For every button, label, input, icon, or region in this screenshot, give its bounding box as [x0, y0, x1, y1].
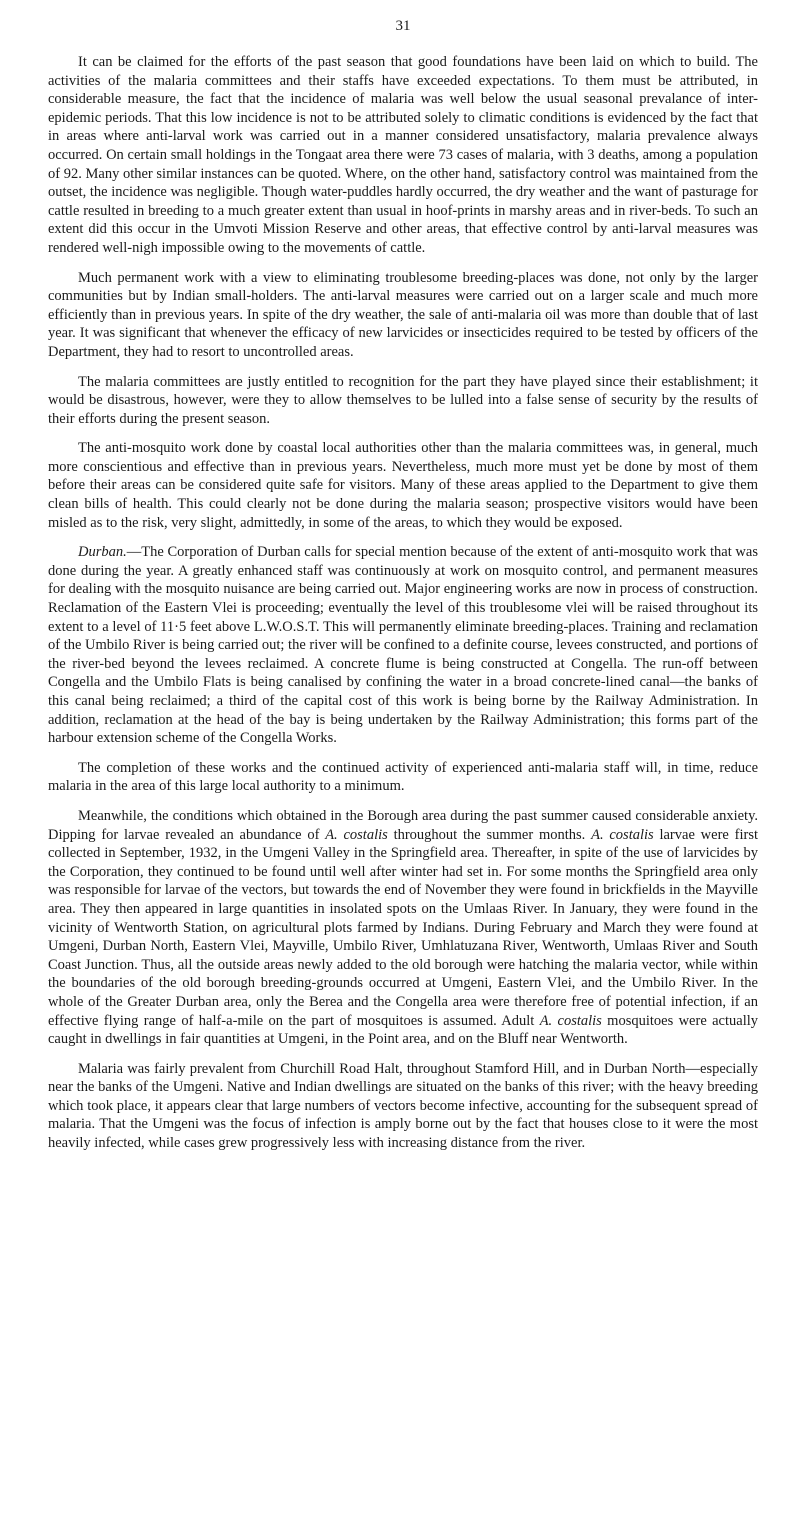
italic-text: A. costalis	[325, 826, 388, 843]
text-run: The completion of these works and the continued activity of experienced anti-malaria staff will, in time, reduce malaria in the area of this large local authority to a minimum.	[48, 759, 758, 795]
paragraph	[48, 269, 758, 362]
italic-text: Durban.	[78, 544, 127, 561]
text-run: mosquitoes were actually caught in dwellings in fair quantities at Umgeni, in the Point area, and on the Bluff near Wentworth.	[48, 1012, 759, 1048]
body-text	[48, 53, 758, 1153]
italic-text: A. costalis	[539, 1012, 602, 1029]
paragraph	[48, 759, 758, 796]
paragraph	[48, 1060, 758, 1153]
text-run: Malaria was fairly prevalent from Churchill Road Halt, throughout Stamford Hill, and in Durban North—especially near the banks of the Umgeni. Native and Indian dwellings are situated on the banks of this river; with the heavy breeding which took place, it appears clear that large numbers of vectors become infective, accounting for the subsequent spread of malaria. That the Umgeni was the focus of infection is amply borne out by the fact that houses close to it were the most heavily infected, while cases grew progressively less with increasing distance from the river.	[48, 1060, 758, 1152]
paragraph	[48, 807, 758, 1049]
paragraph	[48, 53, 758, 258]
text-run: It can be claimed for the efforts of the past season that good foundations have been laid on which to build. The activities of the malaria committees and their staffs have exceeded expectations. To them must be attributed, in considerable measure, the fact that the incidence of malaria was well below the usual seasonal prevalance of inter-epidemic periods. That this low incidence is not to be attributed solely to climatic conditions is evidenced by the fact that in areas where anti-larval work was carried out in a manner considered unsatisfactory, malaria prevalence always occurred. On certain small holdings in the Tongaat area there were 73 cases of malaria, with 3 deaths, among a population of 92. Many other similar instances can be quoted. Where, on the other hand, satisfactory control was maintained from the outset, the incidence was negligible. Though water-puddles hardly occurred, the dry weather and the want of pasturage for cattle resulted in breeding to a much greater extent than usual in hoof-prints in marshy areas and in river-beds. To such an extent did this occur in the Umvoti Mission Reserve and other areas, that effective control by anti-larval measures was rendered well-nigh impossible owing to the movements of cattle.	[48, 54, 758, 256]
paragraph	[48, 439, 758, 532]
text-run: throughout the summer months.	[387, 826, 592, 843]
text-run: Meanwhile, the conditions which obtained in the Borough area during the past summer caused considerable anxiety. Dipping for larvae revealed an abundance of	[48, 807, 758, 843]
paragraph	[48, 373, 758, 429]
italic-text: A. costalis	[591, 826, 654, 843]
text-run: The anti-mosquito work done by coastal local authorities other than the malaria committees was, in general, much more conscientious and effective than in previous years. Nevertheless, much more must yet be done by most of them before their areas can be considered quite safe for visitors. Many of these areas applied to the Department to give them clean bills of health. This could clearly not be done during the malaria season; prospective visitors would have been misled as to the risk, very slight, admittedly, in some of the areas, to which they would be exposed.	[48, 440, 758, 531]
page-number: 31	[395, 18, 411, 34]
text-run: —The Corporation of Durban calls for special mention because of the extent of anti-mosquito work that was done during the year. A greatly enhanced staff was continuously at work on mosquito control, and permanent measures for dealing with the mosquito nuisance are being carried out. Major engineering works are now in process of construction. Reclamation of the Eastern Vlei is proceeding; eventually the level of this troublesome vlei will be raised throughout its extent to a level of 11·5 feet above L.W.O.S.T. This will permanently eliminate breeding-places. Training and reclamation of the Umbilo River is being carried out; the river will be confined to a definite course, levees constructed, and portions of the river-bed beyond the levees reclaimed. A concrete flume is being constructed at Congella. The run-off between Congella and the Umbilo Flats is being canalised by confining the water in a broad concrete-lined canal—the banks of this canal being reclaimed; a third of the capital cost of this work is being borne by the Railway Administration. In addition, reclamation at the head of the bay is being undertaken by the Railway Administration; this forms part of the harbour extension scheme of the Congella Works.	[48, 544, 758, 747]
paragraph	[48, 543, 758, 748]
text-run: larvae were first collected in September, 1932, in the Umgeni Valley in the Springfield area. Thereafter, in spite of the use of larvicides by the Corporation, they continued to be found until well after winter had set in. For some months the Springfield area only was responsible for larvae of the vectors, but towards the end of November they were found in brickfields in the Mayville area. They then appeared in large quantities in insolated spots on the Umlaas River. In January, they were found in the vicinity of Wentworth Station, on agricultural plots farmed by Indians. During February and March they were found at Umgeni, Durban North, Eastern Vlei, Mayville, Umbilo River, Umhlatuzana River, Wentworth, Umlaas River and South Coast Junction. Thus, all the outside areas newly added to the old borough were hatching the malaria vector, while within the boundaries of the old borough breeding-grounds occurred at Umgeni, Eastern Vlei, and the Umbilo River. In the whole of the Greater Durban area, only the Berea and the Congella area were therefore free of potential infection, if an effective flying range of half-a-mile on the part of mosquitoes is assumed. Adult	[48, 826, 758, 1029]
text-run: The malaria committees are justly entitled to recognition for the part they have played since their establishment; it would be disastrous, however, were they to allow themselves to be lulled into a false sense of security by the results of their efforts during the present season.	[48, 373, 758, 427]
text-run: Much permanent work with a view to eliminating troublesome breeding-places was done, not only by the larger communities but by Indian small-holders. The anti-larval measures were carried out on a larger scale and much more efficiently than in previous years. In spite of the dry weather, the sale of anti-malaria oil was more than double that of last year. It was significant that whenever the efficacy of new larvicides or insecticides required to be tested by officers of the Department, they had to resort to uncontrolled areas.	[48, 269, 758, 360]
